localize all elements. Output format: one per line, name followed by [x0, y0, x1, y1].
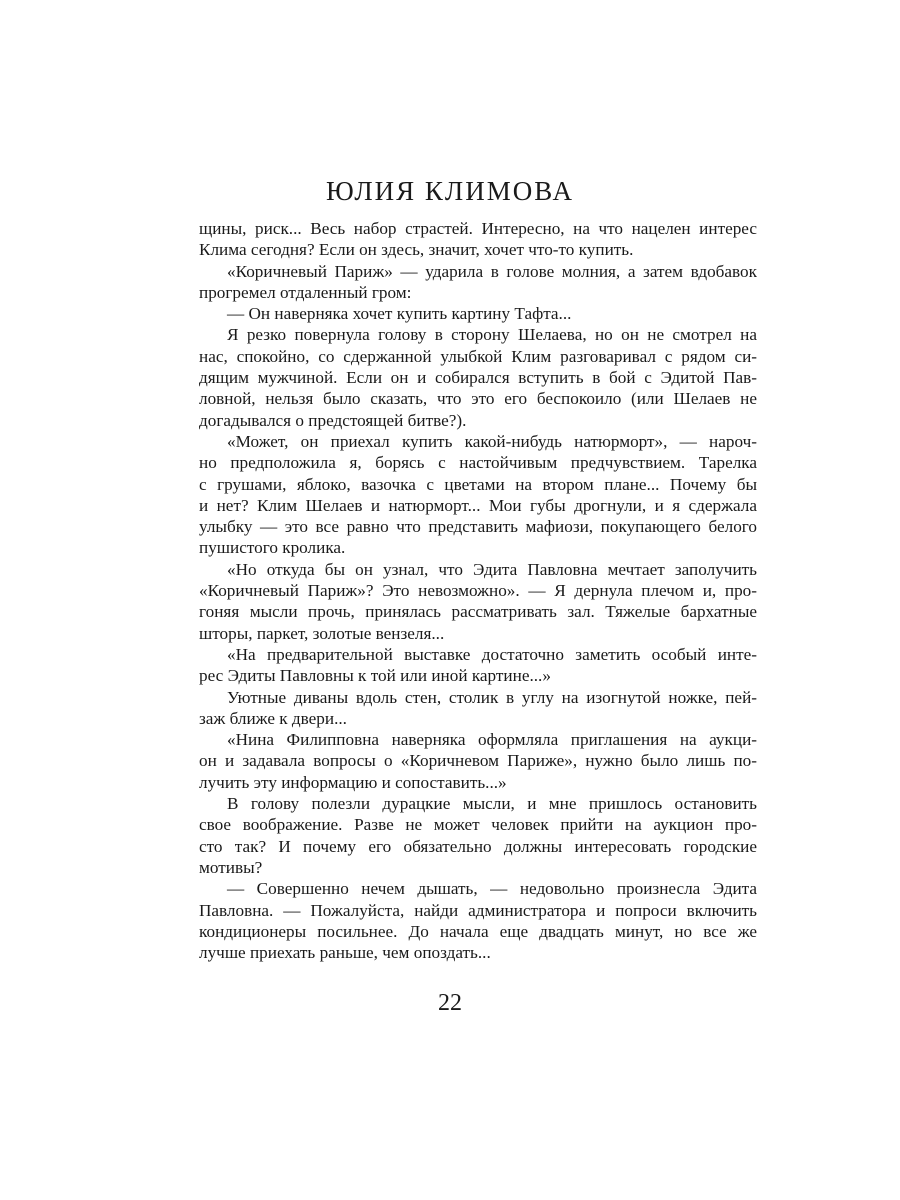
- text-line: Уютные диваны вдоль стен, столик в углу на изогнутой ножке, пей-: [227, 687, 757, 707]
- paragraph: [199, 218, 757, 261]
- paragraph: [199, 729, 757, 793]
- text-line: мотивы?: [199, 857, 263, 877]
- text-line: «Нина Филипповна наверняка оформляла приглашения на аукци-: [227, 730, 757, 750]
- text-line: сто так? И почему его обязательно должны интересовать городские: [199, 836, 757, 856]
- text-line: В голову полезли дурацкие мысли, и мне пришлось остановить: [227, 794, 757, 814]
- text-line: «На предварительной выставке достаточно заметить особый инте-: [227, 644, 757, 664]
- text-line: гоняя мысли прочь, принялась рассматривать зал. Тяжелые бархатные: [199, 602, 757, 622]
- text-line: с грушами, яблоко, вазочка с цветами на втором плане... Почему бы: [199, 474, 757, 494]
- text-line: «Может, он приехал купить какой-нибудь натюрморт», — нароч-: [227, 431, 757, 451]
- text-line: «Но откуда бы он узнал, что Эдита Павловна мечтает заполучить: [227, 559, 757, 579]
- text-line: и нет? Клим Шелаев и натюрморт... Мои губы дрогнули, и я сдержала: [199, 495, 757, 515]
- paragraph: [199, 687, 757, 730]
- paragraph: [199, 261, 757, 304]
- paragraph: [199, 431, 757, 559]
- text-line: рес Эдиты Павловны к той или иной картине...»: [199, 666, 551, 686]
- text-line: ловной, нельзя было сказать, что это его беспокоило (или Шелаев не: [199, 389, 757, 409]
- text-line: кондиционеры посильнее. До начала еще двадцать минут, но все же: [199, 921, 757, 941]
- text-line: лучше приехать раньше, чем опоздать...: [199, 943, 491, 963]
- text-line: догадывался о предстоящей битве?).: [199, 410, 467, 430]
- text-line: нас, спокойно, со сдержанной улыбкой Клим разговаривал с рядом си-: [199, 346, 757, 366]
- text-line: дящим мужчиной. Если он и собирался вступить в бой с Эдитой Пав-: [199, 368, 757, 388]
- running-header: ЮЛИЯ КЛИМОВА: [325, 176, 575, 206]
- paragraph: [199, 793, 757, 878]
- text-line: щины, риск... Весь набор страстей. Интересно, на что нацелен интерес: [199, 219, 757, 238]
- text-line: улыбку — это все равно что представить мафиози, покупающего белого: [199, 517, 757, 537]
- text-line: «Коричневый Париж» — ударила в голове молния, а затем вдобавок: [227, 261, 757, 281]
- text-line: Я резко повернула голову в сторону Шелаева, но он не смотрел на: [227, 325, 757, 345]
- text-line: — Он наверняка хочет купить картину Тафта...: [227, 304, 572, 324]
- paragraph: [199, 644, 757, 687]
- text-line: — Совершенно нечем дышать, — недовольно произнесла Эдита: [227, 879, 757, 899]
- text-line: Клима сегодня? Если он здесь, значит, хочет что-то купить.: [199, 240, 634, 260]
- text-line: Павловна. — Пожалуйста, найди администратора и попроси включить: [199, 900, 757, 920]
- text-line: «Коричневый Париж»? Это невозможно». — Я дернула плечом и, про-: [199, 581, 757, 601]
- text-line: заж ближе к двери...: [199, 708, 347, 728]
- paragraph: [199, 303, 757, 324]
- body-text: [199, 218, 757, 963]
- text-line: лучить эту информацию и сопоставить...»: [199, 772, 507, 792]
- text-line: шторы, паркет, золотые вензеля...: [199, 623, 445, 643]
- text-line: свое воображение. Разве не может человек прийти на аукцион про-: [199, 815, 757, 835]
- text-line: он и задавала вопросы о «Коричневом Париже», нужно было лишь по-: [199, 751, 757, 771]
- text-line: прогремел отдаленный гром:: [199, 282, 412, 302]
- paragraph: [199, 878, 757, 963]
- text-line: но предположила я, борясь с настойчивым предчувствием. Тарелка: [199, 453, 757, 473]
- page-number: 22: [438, 990, 462, 1016]
- paragraph: [199, 559, 757, 644]
- paragraph: [199, 324, 757, 430]
- text-line: пушистого кролика.: [199, 538, 346, 558]
